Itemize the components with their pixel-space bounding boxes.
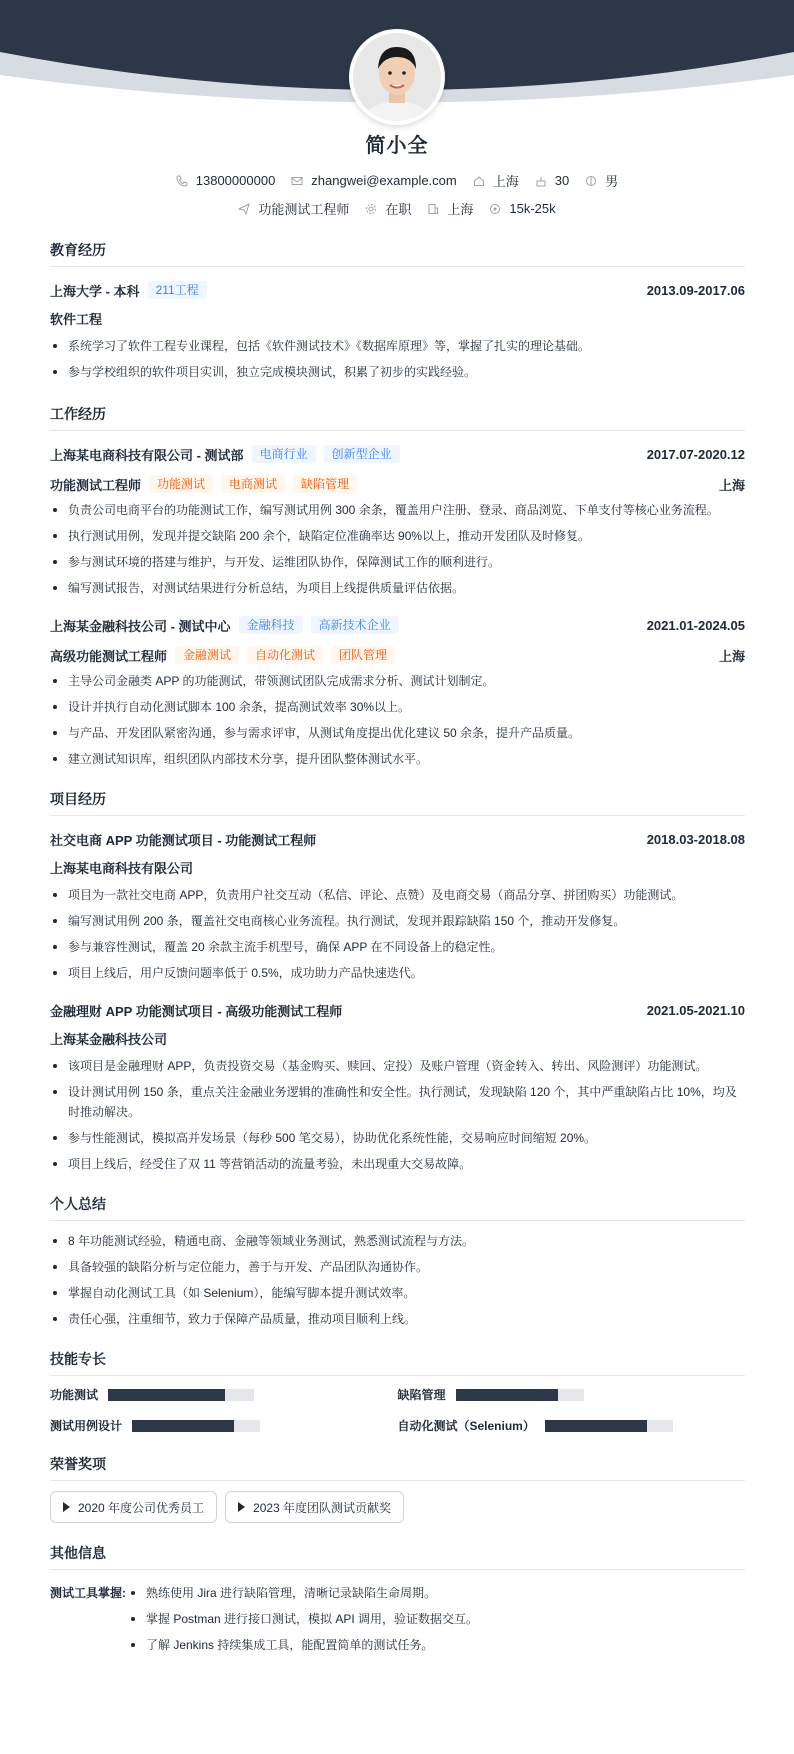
awards-list: [50, 1491, 745, 1523]
resume-body: [50, 240, 745, 1661]
list-item: 编写测试用例 200 条，覆盖社交电商核心业务流程。执行测试，发现并跟踪缺陷 150 个，推动开发修复。: [50, 911, 745, 931]
job-role-row: [50, 642, 745, 668]
company-name: 上海某电商科技有限公司 - 测试部: [50, 447, 244, 463]
send-icon: [238, 203, 250, 215]
status-text: 在职: [385, 202, 412, 217]
role-tag: 功能测试: [149, 475, 213, 493]
list-item: 参与性能测试，模拟高并发场景（每秒 500 笔交易），协助优化系统性能，交易响应时间缩短 20%。: [50, 1128, 745, 1148]
project-date: 2021.05-2021.10: [646, 1002, 745, 1018]
list-item: 项目上线后，用户反馈问题率低于 0.5%，成功助力产品快速迭代。: [50, 963, 745, 983]
list-item: 主导公司金融类 APP 的功能测试，带领测试团队完成需求分析、测试计划制定。: [50, 671, 745, 691]
list-item: 与产品、开发团队紧密沟通，参与需求评审，从测试角度提出优化建议 50 余条，提升产品质量。: [50, 723, 745, 743]
phone-text: 13800000000: [195, 173, 276, 188]
job-header: [50, 441, 745, 467]
age-text: 30: [554, 173, 570, 188]
skill-name: 缺陷管理: [397, 1388, 446, 1402]
list-item: 掌握 Postman 进行接口测试，模拟 API 调用，验证数据交互。: [128, 1609, 478, 1629]
job-date: 2017.07-2020.12: [646, 446, 745, 462]
role-tag: 电商测试: [221, 475, 285, 493]
company-tag: 金融科技: [239, 616, 303, 634]
candidate-name: 简小全: [365, 135, 429, 157]
summary-section: [50, 1194, 745, 1329]
skill-item: [50, 1386, 398, 1403]
skill-item: [398, 1386, 746, 1403]
other-bullets: [128, 1580, 478, 1661]
city-item: [473, 171, 519, 190]
list-item: 编写测试报告，对测试结果进行分析总结，为项目上线提供质量评估依据。: [50, 578, 745, 598]
skills-grid: [50, 1386, 745, 1434]
job-role: 功能测试工程师: [50, 477, 142, 493]
projects-title: 项目经历: [50, 789, 745, 816]
job-bullets: [50, 671, 745, 769]
company-tag: 创新型企业: [324, 445, 400, 463]
job-header: [50, 612, 745, 638]
company-name: 上海某金融科技公司 - 测试中心: [50, 618, 231, 634]
skill-bar: [132, 1420, 260, 1432]
user-icon: [585, 175, 597, 187]
awards-section: [50, 1454, 745, 1523]
skill-bar: [108, 1389, 254, 1401]
list-item: 建立测试知识库，组织团队内部技术分享，提升团队整体测试水平。: [50, 749, 745, 769]
award-label: 2020 年度公司优秀员工: [78, 1500, 205, 1515]
summary-title: 个人总结: [50, 1194, 745, 1221]
skill-name: 功能测试: [50, 1388, 99, 1402]
school-tag: 211工程: [148, 281, 207, 299]
list-item: 具备较强的缺陷分析与定位能力，善于与开发、产品团队沟通协作。: [50, 1257, 745, 1277]
target-city-item: [427, 199, 473, 218]
summary-bullets: [50, 1231, 745, 1329]
project-bullets: [50, 1056, 745, 1174]
work-title: 工作经历: [50, 404, 745, 431]
skill-bar: [545, 1420, 673, 1432]
list-item: 项目为一款社交电商 APP，负责用户社交互动（私信、评论、点赞）及电商交易（商品分享、拼团购买）功能测试。: [50, 885, 745, 905]
skills-title: 技能专长: [50, 1349, 745, 1376]
list-item: 系统学习了软件工程专业课程，包括《软件测试技术》《数据库原理》等，掌握了扎实的理论基础。: [50, 336, 745, 356]
avatar: [349, 29, 445, 125]
skill-item: [50, 1417, 398, 1434]
list-item: 设计测试用例 150 条，重点关注金融业务逻辑的准确性和安全性。执行测试，发现缺陷 120 个，其中严重缺陷占比 10%，均及时推动解决。: [50, 1082, 745, 1122]
skill-bar: [456, 1389, 584, 1401]
other-label: 测试工具掌握:: [50, 1586, 126, 1600]
project-date: 2018.03-2018.08: [646, 831, 745, 847]
job-entry: [50, 612, 745, 769]
job-entry: [50, 441, 745, 598]
role-tag: 自动化测试: [247, 646, 323, 664]
project-name: 社交电商 APP 功能测试项目 - 功能测试工程师: [50, 832, 317, 848]
other-title: 其他信息: [50, 1543, 745, 1570]
position-text: 功能测试工程师: [258, 202, 350, 217]
job-date: 2021.01-2024.05: [646, 617, 745, 633]
list-item: 参与学校组织的软件项目实训，独立完成模块测试，积累了初步的实践经验。: [50, 362, 745, 382]
list-item: 掌握自动化测试工具（如 Selenium），能编写脚本提升测试效率。: [50, 1283, 745, 1303]
skill-name: 自动化测试（Selenium）: [397, 1419, 535, 1433]
award-item[interactable]: [225, 1491, 404, 1523]
project-bullets: [50, 885, 745, 983]
position-item: [238, 199, 349, 218]
play-icon: [63, 1502, 70, 1512]
major: 软件工程: [50, 312, 103, 327]
other-row: [50, 1580, 745, 1661]
list-item: 项目上线后，经受住了双 11 等营销活动的流量考验，未出现重大交易故障。: [50, 1154, 745, 1174]
job-role: 高级功能测试工程师: [50, 648, 168, 664]
skill-fill: [456, 1389, 558, 1401]
phone-icon: [176, 175, 188, 187]
education-date: 2013.09-2017.06: [646, 282, 745, 298]
job-bullets: [50, 500, 745, 598]
job-intent-row: [0, 199, 794, 218]
list-item: 责任心强，注重细节，致力于保障产品质量，推动项目顺利上线。: [50, 1309, 745, 1329]
project-company: 上海某电商科技有限公司: [50, 861, 194, 876]
education-bullets: [50, 336, 745, 382]
list-item: 熟练使用 Jira 进行缺陷管理，清晰记录缺陷生命周期。: [128, 1583, 478, 1603]
project-header: [50, 997, 745, 1023]
gear-icon: [365, 203, 377, 215]
skill-item: [398, 1417, 746, 1434]
award-item[interactable]: [50, 1491, 217, 1523]
age-item: [535, 173, 569, 188]
list-item: 负责公司电商平台的功能测试工作，编写测试用例 300 余条，覆盖用户注册、登录、商品浏览、下单支付等核心业务流程。: [50, 500, 745, 520]
gender-text: 男: [605, 174, 619, 189]
job-location: 上海: [718, 648, 745, 664]
city-text: 上海: [492, 174, 519, 189]
education-title: 教育经历: [50, 240, 745, 267]
cake-icon: [535, 175, 547, 187]
other-section: [50, 1543, 745, 1661]
skill-fill: [545, 1420, 647, 1432]
school-name: 上海大学 - 本科: [50, 283, 140, 299]
building-icon: [427, 203, 439, 215]
award-label: 2023 年度团队测试贡献奖: [253, 1500, 392, 1515]
company-tag: 电商行业: [252, 445, 316, 463]
project-entry: [50, 826, 745, 983]
home-icon: [473, 175, 485, 187]
play-icon: [238, 1502, 245, 1512]
gender-item: [585, 171, 618, 190]
project-company: 上海某金融科技公司: [50, 1032, 168, 1047]
skill-fill: [132, 1420, 234, 1432]
status-item: [365, 199, 411, 218]
salary-item: [489, 201, 555, 216]
coin-icon: [489, 203, 501, 215]
skills-section: [50, 1349, 745, 1434]
role-tag: 金融测试: [175, 646, 239, 664]
education-header: [50, 277, 745, 303]
list-item: 参与兼容性测试，覆盖 20 余款主流手机型号，确保 APP 在不同设备上的稳定性。: [50, 937, 745, 957]
skill-name: 测试用例设计: [50, 1419, 123, 1433]
list-item: 了解 Jenkins 持续集成工具，能配置简单的测试任务。: [128, 1635, 478, 1655]
contact-row: [0, 171, 794, 190]
project-name: 金融理财 APP 功能测试项目 - 高级功能测试工程师: [50, 1003, 343, 1019]
projects-section: [50, 789, 745, 1174]
email-text: zhangwei@example.com: [311, 173, 457, 188]
job-location: 上海: [718, 477, 745, 493]
list-item: 参与测试环境的搭建与维护，与开发、运维团队协作，保障测试工作的顺利进行。: [50, 552, 745, 572]
work-section: [50, 404, 745, 769]
project-entry: [50, 997, 745, 1174]
awards-title: 荣誉奖项: [50, 1454, 745, 1481]
list-item: 执行测试用例，发现并提交缺陷 200 余个，缺陷定位准确率达 90%以上，推动开发团队及时修复。: [50, 526, 745, 546]
project-header: [50, 826, 745, 852]
email-item: [291, 173, 456, 188]
salary-text: 15k-25k: [509, 201, 556, 216]
company-tag: 高新技术企业: [311, 616, 399, 634]
role-tag: 团队管理: [331, 646, 395, 664]
education-section: [50, 240, 745, 382]
list-item: 该项目是金融理财 APP，负责投资交易（基金购买、赎回、定投）及账户管理（资金转入、转出、风险测评）功能测试。: [50, 1056, 745, 1076]
target-city-text: 上海: [447, 202, 474, 217]
phone-item: [176, 173, 276, 188]
role-tag: 缺陷管理: [293, 475, 357, 493]
skill-fill: [108, 1389, 225, 1401]
mail-icon: [291, 175, 303, 187]
list-item: 设计并执行自动化测试脚本 100 余条，提高测试效率 30%以上。: [50, 697, 745, 717]
list-item: 8 年功能测试经验，精通电商、金融等领域业务测试，熟悉测试流程与方法。: [50, 1231, 745, 1251]
job-role-row: [50, 471, 745, 497]
